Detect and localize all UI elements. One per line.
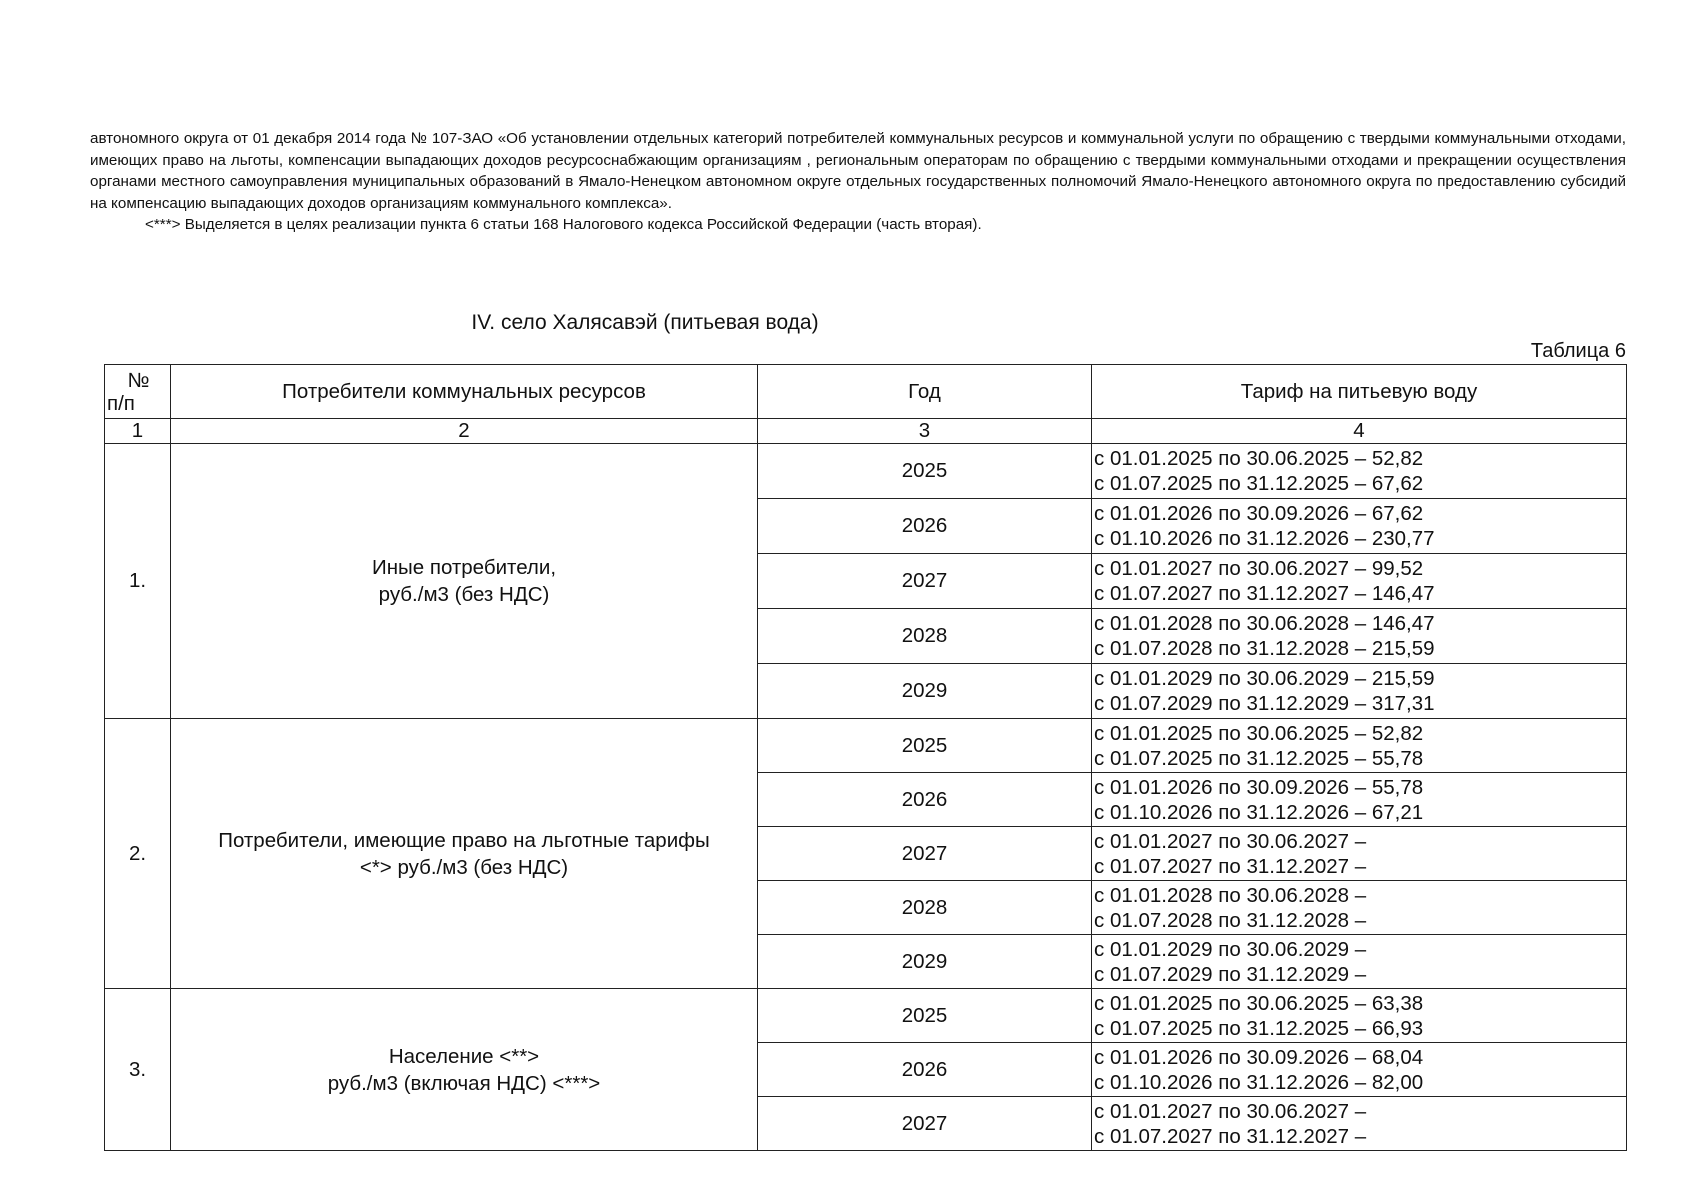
tariff-line: с 01.01.2026 по 30.09.2026 – 55,78 (1094, 775, 1424, 799)
tariff-table (104, 364, 1627, 1151)
column-number: 4 (1092, 419, 1627, 444)
consumer-category: Потребители, имеющие право на льготные тарифы <*> руб./м3 (без НДС) (171, 719, 758, 989)
year-cell: 2025 (758, 719, 1092, 773)
tariff-cell (1092, 827, 1627, 881)
section-title: IV. село Халясавэй (питьевая вода) (471, 311, 819, 334)
table-row (105, 444, 1627, 499)
consumer-category: Население <**> руб./м3 (включая НДС) <***> (171, 989, 758, 1151)
header-tariff: Тариф на питьевую воду (1092, 365, 1627, 419)
tariff-line: с 01.01.2028 по 30.06.2028 – (1094, 883, 1367, 907)
table-label: Таблица 6 (1530, 340, 1626, 362)
year-cell: 2027 (758, 827, 1092, 881)
tariff-cell (1092, 881, 1627, 935)
year-cell: 2028 (758, 881, 1092, 935)
header-year: Год (758, 365, 1092, 419)
tariff-line: с 01.01.2027 по 30.06.2027 – (1094, 1099, 1367, 1123)
tariff-cell (1092, 609, 1627, 664)
tariff-line: с 01.07.2027 по 31.12.2027 – 146,47 (1094, 582, 1435, 605)
column-number: 1 (105, 419, 171, 444)
year-cell: 2027 (758, 554, 1092, 609)
tariff-line: с 01.01.2025 по 30.06.2025 – 52,82 (1094, 721, 1424, 745)
tariff-line: с 01.10.2026 по 31.12.2026 – 67,21 (1094, 800, 1424, 824)
year-cell: 2029 (758, 664, 1092, 719)
column-number: 2 (171, 419, 758, 444)
intro-text (90, 128, 1626, 236)
tariff-line: с 01.10.2026 по 31.12.2026 – 82,00 (1094, 1070, 1424, 1094)
tariff-line: с 01.01.2028 по 30.06.2028 – 146,47 (1094, 612, 1435, 635)
tariff-line: с 01.07.2028 по 31.12.2028 – (1094, 908, 1367, 932)
header-number: № п/п (105, 365, 171, 419)
table-row (105, 719, 1627, 773)
column-number-row (105, 419, 1627, 444)
tariff-cell (1092, 664, 1627, 719)
tariff-line: с 01.10.2026 по 31.12.2026 – 230,77 (1094, 527, 1435, 550)
tariff-cell (1092, 554, 1627, 609)
row-number: 3. (105, 989, 171, 1151)
year-cell: 2026 (758, 1043, 1092, 1097)
tariff-cell (1092, 1097, 1627, 1151)
year-cell: 2029 (758, 935, 1092, 989)
column-number: 3 (758, 419, 1092, 444)
tariff-line: с 01.07.2028 по 31.12.2028 – 215,59 (1094, 637, 1435, 660)
consumer-category: Иные потребители, руб./м3 (без НДС) (171, 444, 758, 719)
tariff-line: с 01.01.2026 по 30.09.2026 – 67,62 (1094, 502, 1424, 525)
year-cell: 2025 (758, 444, 1092, 499)
footnote-triple-asterisk: <***> Выделяется в целях реализации пункта 6 статьи 168 Налогового кодекса Российской Федерации (часть вторая). (145, 216, 982, 233)
tariff-line: с 01.07.2029 по 31.12.2029 – 317,31 (1094, 692, 1435, 715)
tariff-line: с 01.01.2029 по 30.06.2029 – 215,59 (1094, 667, 1435, 690)
table-row (105, 989, 1627, 1043)
year-cell: 2026 (758, 773, 1092, 827)
tariff-cell (1092, 935, 1627, 989)
year-cell: 2026 (758, 499, 1092, 554)
year-cell: 2025 (758, 989, 1092, 1043)
tariff-line: с 01.07.2025 по 31.12.2025 – 55,78 (1094, 746, 1424, 770)
tariff-line: с 01.01.2025 по 30.06.2025 – 63,38 (1094, 991, 1424, 1015)
tariff-cell (1092, 989, 1627, 1043)
header-consumers: Потребители коммунальных ресурсов (171, 365, 758, 419)
tariff-cell (1092, 719, 1627, 773)
tariff-line: с 01.07.2027 по 31.12.2027 – (1094, 1124, 1367, 1148)
tariff-cell (1092, 444, 1627, 499)
tariff-line: с 01.01.2025 по 30.06.2025 – 52,82 (1094, 447, 1424, 470)
tariff-line: с 01.07.2025 по 31.12.2025 – 67,62 (1094, 472, 1424, 495)
tariff-line: с 01.07.2029 по 31.12.2029 – (1094, 962, 1367, 986)
table-header-row (105, 365, 1627, 419)
tariff-line: с 01.01.2026 по 30.09.2026 – 68,04 (1094, 1045, 1424, 1069)
tariff-cell (1092, 499, 1627, 554)
row-number: 2. (105, 719, 171, 989)
tariff-cell (1092, 773, 1627, 827)
row-number: 1. (105, 444, 171, 719)
intro-paragraph: автономного округа от 01 декабря 2014 года № 107-ЗАО «Об установлении отдельных категорий потребителей коммунальных ресурсов и коммунальной услуги по обращению с твердыми коммунальными отходами, имеющих право на льготы, компенсации выпадающих доходов ресурсоснабжающим организациям , региональным операторам по обращению с твердыми коммунальными отходами и прекращении осуществления органами местного самоуправления муниципальных образований в Ямало-Ненецком автономном округе отдельных государственных полномочий Ямало-Ненецкого автономного округа по предоставлению субсидий на компенсацию выпадающих доходов организациям коммунального комплекса». (90, 130, 1626, 212)
year-cell: 2028 (758, 609, 1092, 664)
tariff-line: с 01.01.2029 по 30.06.2029 – (1094, 937, 1367, 961)
tariff-line: с 01.07.2025 по 31.12.2025 – 66,93 (1094, 1016, 1424, 1040)
tariff-line: с 01.01.2027 по 30.06.2027 – (1094, 829, 1367, 853)
tariff-line: с 01.01.2027 по 30.06.2027 – 99,52 (1094, 557, 1424, 580)
tariff-line: с 01.07.2027 по 31.12.2027 – (1094, 854, 1367, 878)
year-cell: 2027 (758, 1097, 1092, 1151)
tariff-cell (1092, 1043, 1627, 1097)
